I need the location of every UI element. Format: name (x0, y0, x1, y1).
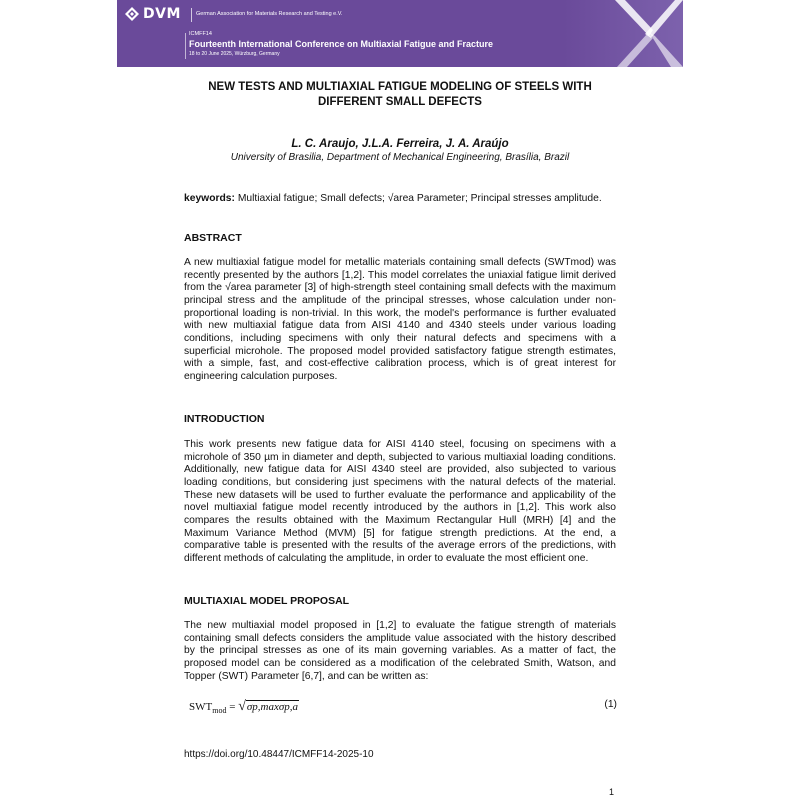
logo-text: DVM (143, 6, 181, 22)
keywords (184, 193, 624, 204)
conference-code: ICMFF14 (189, 31, 212, 37)
association-tagline: German Association for Materials Research and Testing e.V. (196, 11, 343, 17)
model-heading: MULTIAXIAL MODEL PROPOSAL (184, 595, 350, 607)
paper-title-line: DIFFERENT SMALL DEFECTS (318, 96, 482, 108)
diamond-logo-icon (125, 7, 139, 21)
equation-lhs-subscript: mod (212, 706, 227, 715)
paper-title-line: NEW TESTS AND MULTIAXIAL FATIGUE MODELING OF STEELS WITH (208, 81, 592, 93)
doi-link[interactable]: https://doi.org/10.48447/ICMFF14-2025-10 (184, 749, 374, 760)
radical-sign: √ (238, 699, 246, 714)
keywords-text: Multiaxial fatigue; Small defects; √area Parameter; Principal stresses amplitude. (237, 193, 602, 204)
authors: L. C. Araujo, J.L.A. Ferreira, J. A. Araújo (291, 138, 509, 150)
paper-title (167, 80, 633, 110)
dvm-logo (125, 6, 181, 22)
decorative-x-icon (615, 0, 683, 67)
abstract-text: A new multiaxial fatigue model for metallic materials containing small defects (SWTmod) was recently presented by the authors [1,2]. This model correlates the uniaxial fatigue limit derived from the √area parameter [3] of high-strength steel containing small defects with the maximum principal stress and the amplitude of the principal stresses, whose calculation under non-proportional loading is non-trivial. In this work, the model's performance is further evaluated with new multiaxial fatigue data from AISI 4140 and 4340 steels under various loading conditions, including specimens with only their natural defects and specimens with a superficial microhole. The proposed model provided satisfactory fatigue strength estimates, with a simple, fast, and cost-effective calibration process, which is of great interest for engineering calculation purposes. (184, 257, 616, 382)
conference-dates: 18 to 20 June 2025, Würzburg, Germany (189, 51, 280, 57)
logo-divider (191, 8, 192, 22)
introduction-text: This work presents new fatigue data for AISI 4140 steel, focusing on specimens with a microhole of 350 µm in diameter and depth, subjected to various multiaxial loading conditions. Additionally, new fatigue data for AISI 4340 steel are provided, also subjected to various loading conditions, but considering just specimens with the natural defects of the material. These new datasets will be used to further evaluate the performance and applicability of the novel multiaxial fatigue model recently introduced by the authors in [1,2]. This work also compares the results obtained with the Maximum Rectangular Hull (MRH) [4] and the Maximum Variance Method (MVM) [5] for fatigue strength predictions. At the end, a comparative table is presented with the results of the average errors of the predictions, with different methods of calculating the amplitude, in order to evaluate the most efficient one. (184, 439, 616, 564)
equation-1 (189, 699, 617, 717)
abstract-heading: ABSTRACT (184, 232, 242, 244)
equation-expression (189, 699, 299, 715)
conference-banner (117, 0, 683, 67)
affiliation: University of Brasilia, Department of Mechanical Engineering, Brasília, Brazil (230, 152, 570, 163)
page-number: 1 (609, 787, 615, 797)
equation-number: (1) (604, 699, 617, 710)
model-text: The new multiaxial model proposed in [1,2] to evaluate the fatigue strength of materials containing small defects considers the amplitude value associated with the history described by the principal stresses as one of its main governing variables. As a matter of fact, the proposed model can be considered as a modification of the celebrated Smith, Watson, and Topper (SWT) Parameter [6,7], and can be written as: (184, 620, 616, 682)
equation-equals: = (226, 701, 239, 713)
introduction-heading: INTRODUCTION (184, 413, 265, 425)
equation-radicand: σp,maxσp,a (246, 701, 299, 713)
conference-divider (185, 33, 186, 59)
conference-title: Fourteenth International Conference on Multiaxial Fatigue and Fracture (189, 39, 494, 49)
equation-lhs: SWT (189, 701, 213, 713)
keywords-label: keywords: (184, 193, 235, 204)
paper-page (117, 0, 683, 800)
